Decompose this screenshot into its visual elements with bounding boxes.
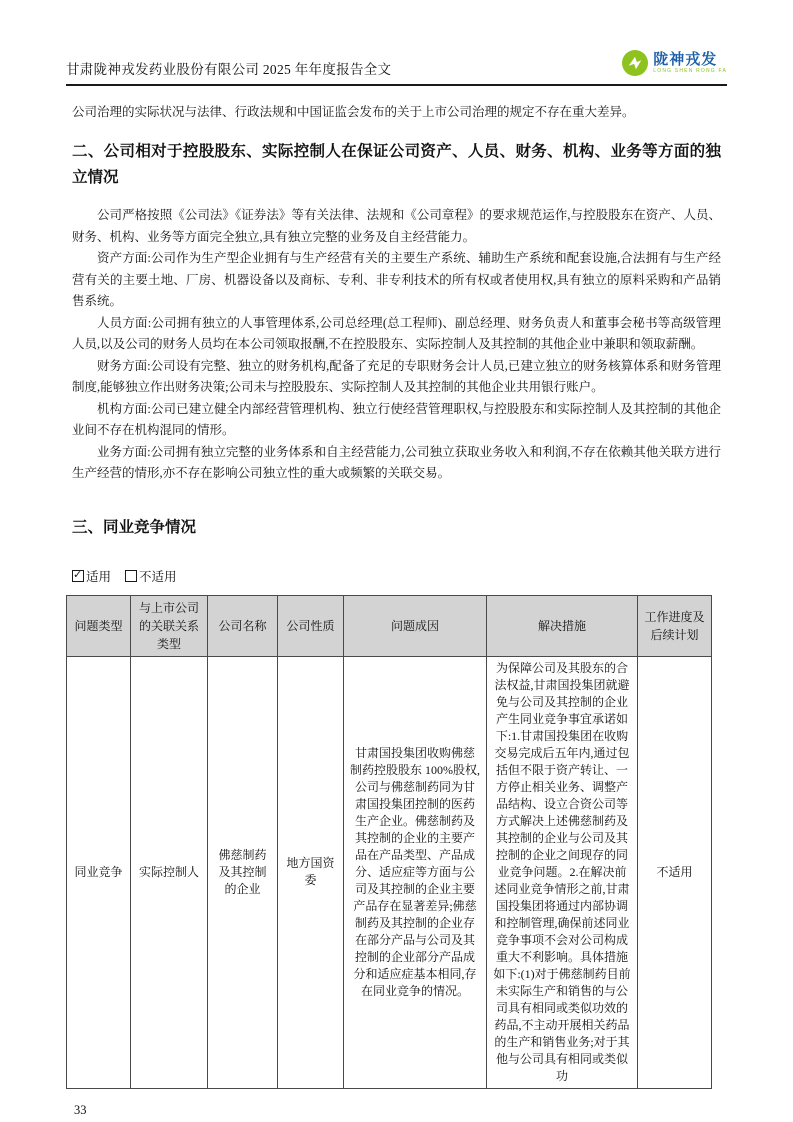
header-issue-cause: 问题成因 [344,595,487,656]
cell-company-nature: 地方国资委 [278,656,344,1088]
table-row [67,656,712,1088]
header-issue-type: 问题类型 [67,595,131,656]
logo-name-en: LONG SHEN RONG FA [653,68,727,74]
paragraph-personnel: 人员方面:公司拥有独立的人事管理体系,公司总经理(总工程师)、副总经理、财务负责人和董事会秘书等高级管理人员,以及公司的财务人员均在本公司领取报酬,不在控股股东、实际控制人及其控制的其他企业中兼职和领取薪酬。 [72,315,721,351]
cell-progress-plan: 不适用 [638,656,712,1088]
page-number: 33 [74,1102,87,1117]
page-header [66,50,727,86]
section-independence-heading: 二、公司相对于控股股东、实际控制人在保证公司资产、人员、财务、机构、业务等方面的独立情况 [72,143,721,186]
not-applicable-option [125,567,177,585]
header-company-nature: 公司性质 [278,595,344,656]
applicable-option [72,567,111,585]
logo-bird-icon [622,50,648,76]
section-competition-heading: 三、同业竞争情况 [72,518,197,536]
header-solution: 解决措施 [487,595,638,656]
cell-issue-type: 同业竞争 [67,656,131,1088]
applicability-row [72,567,721,585]
paragraph-organization: 机构方面:公司已建立健全内部经营管理机构、独立行使经营管理职权,与控股股东和实际控制人及其控制的其他企业间不存在机构混同的情形。 [72,401,721,437]
company-logo [622,50,727,78]
header-progress-plan: 工作进度及后续计划 [638,595,712,656]
paragraph-business: 业务方面:公司拥有独立完整的业务体系和自主经营能力,公司独立获取业务收入和利润,不存在依赖其他关联方进行生产经营的情形,亦不存在影响公司独立性的重大或频繁的关联交易。 [72,444,721,480]
header-relationship-type: 与上市公司的关联关系类型 [131,595,208,656]
paragraph-finance: 财务方面:公司设有完整、独立的财务机构,配备了充足的专职财务会计人员,已建立独立的财务核算体系和财务管理制度,能够独立作出财务决策;公司未与控股股东、实际控制人及其控制的其他企业共用银行账户。 [72,358,721,394]
table-header-row [67,595,712,656]
cell-company-name: 佛慈制药及其控制的企业 [208,656,278,1088]
logo-text [653,52,727,74]
header-company-name: 公司名称 [208,595,278,656]
competition-table [66,595,712,1089]
not-applicable-label: 不适用 [139,569,177,584]
paragraph-assets: 资产方面:公司作为生产型企业拥有与生产经营有关的主要生产系统、辅助生产系统和配套设施,合法拥有与生产经营有关的主要土地、厂房、机器设备以及商标、专利、非专利技术的所有权或者使用权,具有独立的原料采购和产品销售系统。 [72,251,721,308]
document-title: 甘肃陇神戎发药业股份有限公司 2025 年年度报告全文 [66,62,392,77]
governance-statement: 公司治理的实际状况与法律、行政法规和中国证监会发布的关于上市公司治理的规定不存在重大差异。 [72,105,635,119]
applicable-checkbox-checked-icon [72,570,84,582]
applicable-label: 适用 [86,569,112,584]
logo-name-cn: 陇神戎发 [653,51,718,68]
cell-solution: 为保障公司及其股东的合法权益,甘肃国投集团就避免与公司及其控制的企业产生同业竞争事宜承诺如下:1.甘肃国投集团在收购交易完成后五年内,通过包括但不限于资产转让、一方停止相关业务、调整产品结构、设立合资公司等方式解决上述佛慈制药及其控制的企业与公司及其控制的企业之间现存的同业竞争问题。2.在解决前述同业竞争情形之前,甘肃国投集团将通过内部协调和控制管理,确保前述同业竞争事项不会对公司构成重大不利影响。具体措施如下:(1)对于佛慈制药目前未实际生产和销售的与公司具有相同或类似功效的药品,不主动开展相关药品的生产和销售业务;对于其他与公司具有相同或类似功 [487,656,638,1088]
cell-relationship-type: 实际控制人 [131,656,208,1088]
cell-issue-cause: 甘肃国投集团收购佛慈制药控股股东 100%股权,公司与佛慈制药同为甘肃国投集团控制的医药生产企业。佛慈制药及其控制的企业的主要产品在产品类型、产品成分、适应症等方面与公司及其控制的企业主要产品存在显著差异;佛慈制药及其控制的企业存在部分产品与公司及其控制的企业部分产品成分和适应症基本相同,存在同业竞争的情况。 [344,656,487,1088]
not-applicable-checkbox-unchecked-icon [125,570,137,582]
paragraph-general-independence: 公司严格按照《公司法》《证券法》等有关法律、法规和《公司章程》的要求规范运作,与控股股东在资产、人员、财务、机构、业务等方面完全独立,具有独立完整的业务及自主经营能力。 [72,208,721,244]
